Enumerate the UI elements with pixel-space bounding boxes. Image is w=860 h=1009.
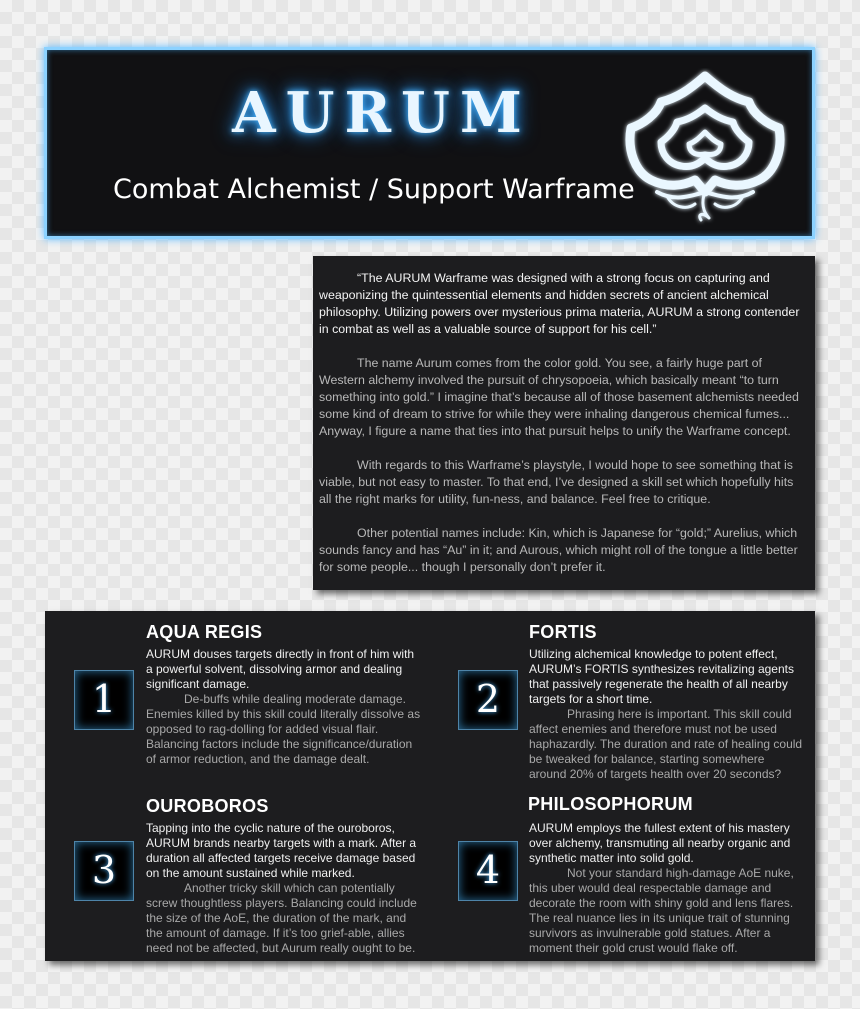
skill-number: 2: [475, 677, 501, 721]
skill-number-badge: [74, 841, 134, 901]
skill-number-badge: [458, 841, 518, 901]
skill-note: Not your standard high-damage AoE nuke, this uber would deal respectable damage and decorate the room with shiny gold and lens flares. The real nuance lies in its unique trait of stunning survivors as invulnerable gold statues. After a moment their gold crust would flake off.: [529, 866, 794, 955]
warframe-lotus-logo-icon: [617, 68, 793, 226]
skill-note: Another tricky skill which can potentially screw thoughtless players. Balancing could include the size of the AoE, the duration of the mark, and the amount of damage. If it’s too grief-able, allies need not be affected, but Aurum really ought to be.: [146, 881, 417, 955]
skills-panel: [45, 611, 815, 961]
skill-description: AURUM employs the fullest extent of his mastery over alchemy, transmuting all nearby organic and synthetic matter into solid gold.: [529, 821, 791, 865]
skill-name: FORTIS: [529, 622, 597, 642]
page-title: AURUM: [232, 80, 532, 146]
page-subtitle: Combat Alchemist / Support Warframe: [113, 174, 635, 205]
intro-text: [319, 270, 809, 576]
skill-description: Tapping into the cyclic nature of the ouroboros, AURUM brands nearby targets with a mark. After a duration all affected targets receive damage based on the amount sustained while marked.: [146, 821, 417, 880]
skill-number: 4: [475, 848, 501, 892]
skill-name: PHILOSOPHORUM: [528, 794, 693, 814]
intro-paragraph: The name Aurum comes from the color gold. You see, a fairly huge part of Western alchemy involved the pursuit of chrysopoeia, which basically meant “to turn something into gold.” I imagine that’s because all of those basement alchemists needed some kind of dream to strive for while they were inhaling dangerous chemical fumes... Anyway, I figure a name that ties into that pursuit helps to unify the Warframe concept.: [319, 356, 799, 438]
intro-paragraph: With regards to this Warframe’s playstyle, I would hope to see something that is viable, but not easy to master. To that end, I’ve designed a skill set which hopefully hits all the right marks for utility, fun-ness, and balance. Feel free to critique.: [319, 458, 794, 506]
skill-description: Utilizing alchemical knowledge to potent effect, AURUM’s FORTIS synthesizes revitalizing agents that passively regenerate the health of all nearby targets for a short time.: [529, 647, 794, 706]
skill-note: De-buffs while dealing moderate damage. Enemies killed by this skill could literally dissolve as opposed to rag-dolling for added visual flair. Balancing factors include the significance/duration of armor reduction, and the damage dealt.: [146, 692, 421, 766]
intro-panel: [313, 256, 815, 590]
intro-paragraph: Other potential names include: Kin, which is Japanese for “gold;” Aurelius, which sounds fancy and has “Au” in it; and Aurous, which might roll of the tongue a little better for some people... though I personally don’t prefer it.: [319, 526, 798, 574]
skill-number-badge: [458, 670, 518, 730]
skill-number: 1: [91, 677, 117, 721]
skill-description: AURUM douses targets directly in front of him with a powerful solvent, dissolving armor and dealing significant damage.: [146, 647, 415, 691]
skill-name: OUROBOROS: [146, 796, 269, 816]
skill-number-badge: [74, 670, 134, 730]
skill-number: 3: [91, 848, 117, 892]
skill-name: AQUA REGIS: [146, 622, 263, 642]
skill-note: Phrasing here is important. This skill could affect enemies and therefore must not be used haphazardly. The duration and rate of healing could be tweaked for balance, starting somewhere around 20% of targets health over 20 seconds?: [529, 707, 803, 781]
intro-paragraph: “The AURUM Warframe was designed with a strong focus on capturing and weaponizing the quintessential elements and hidden secrets of ancient alchemical philosophy. Utilizing powers over mysterious prima materia, AURUM a strong contender in combat as well as a valuable source of support for his cell.”: [319, 271, 800, 336]
header-banner: [44, 47, 815, 239]
